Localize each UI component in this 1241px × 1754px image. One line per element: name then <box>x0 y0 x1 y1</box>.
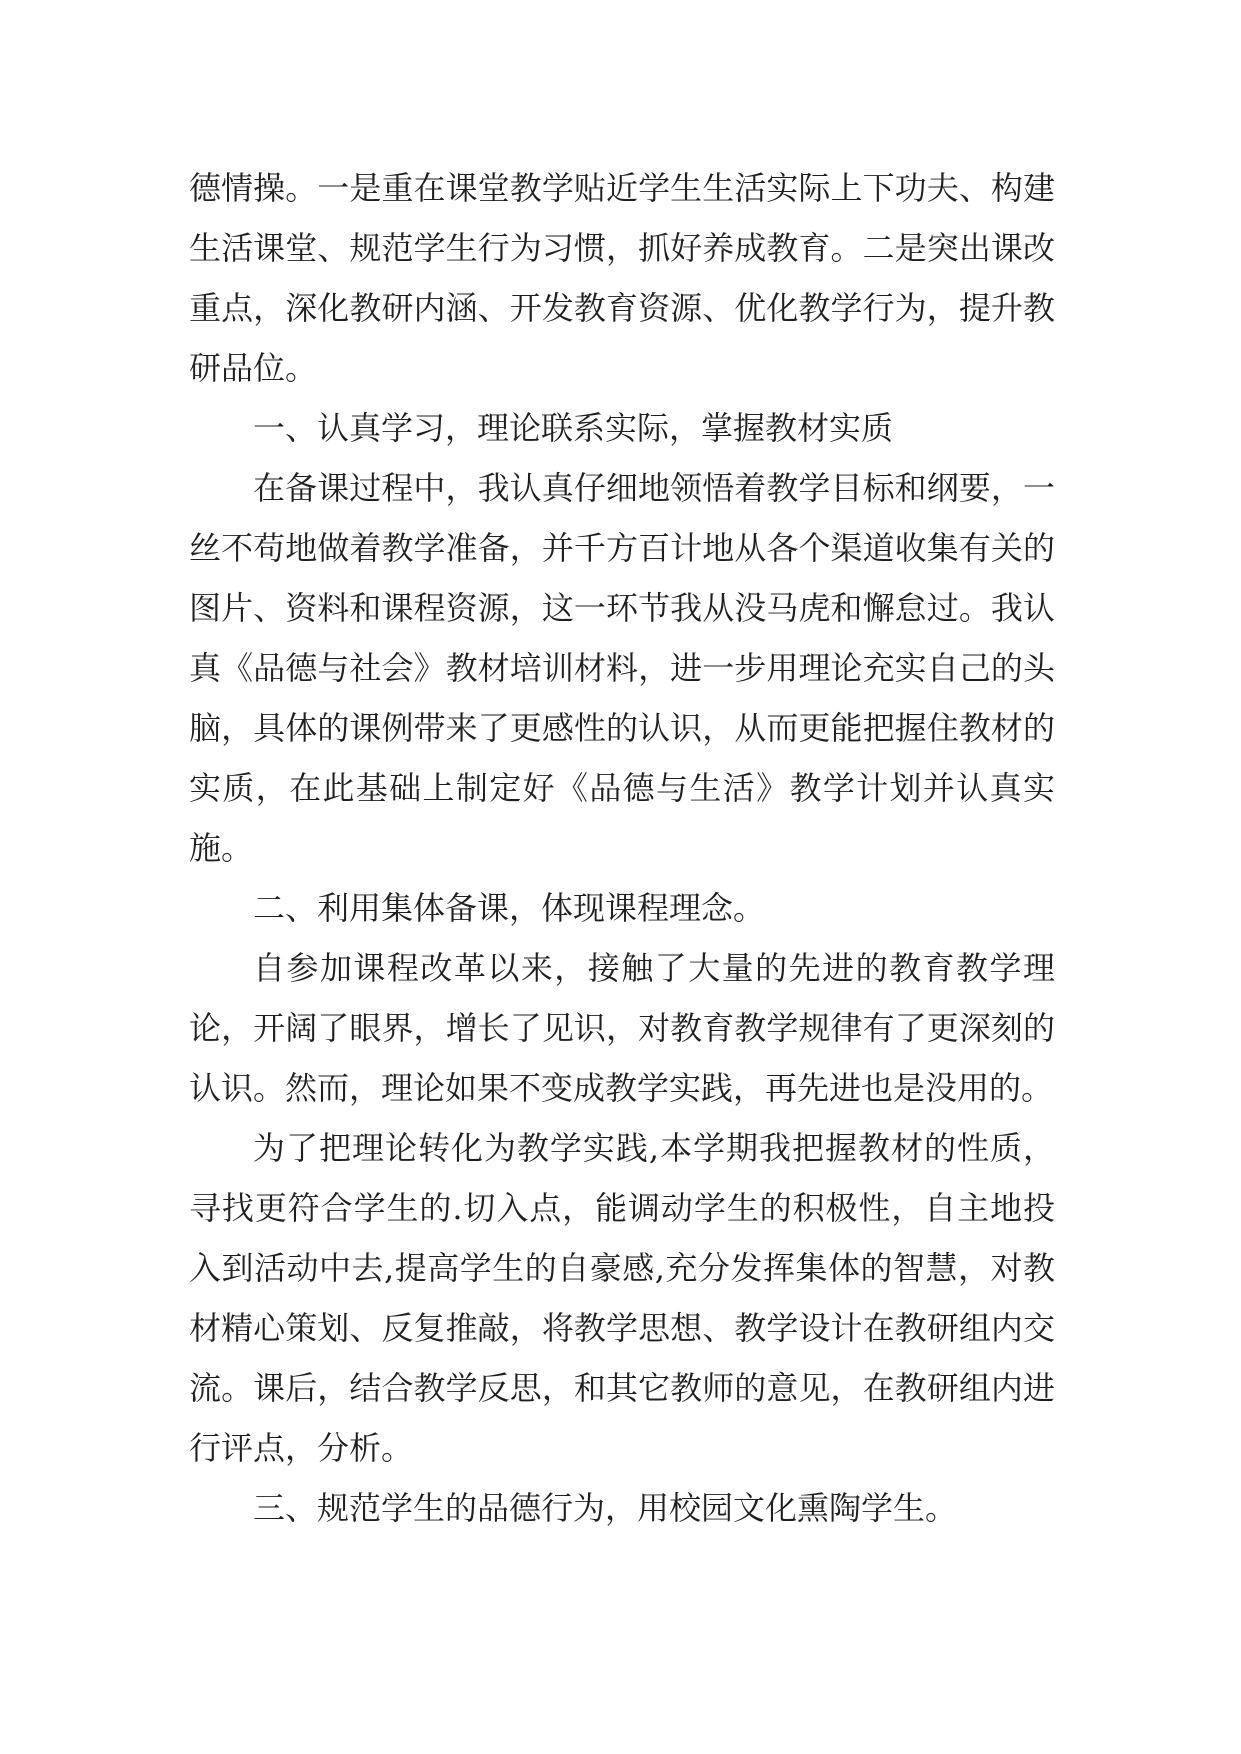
body-paragraph: 德情操。一是重在课堂教学贴近学生生活实际上下功夫、构建生活课堂、规范学生行为习惯，抓好养成教育。二是突出课改重点，深化教研内涵、开发教育资源、优化教学行为，提升教研品位。 <box>189 169 1055 387</box>
section-heading-1: 一、认真学习，理论联系实际，掌握教材实质 <box>253 409 894 447</box>
section-heading-2: 二、利用集体备课，体现课程理念。 <box>253 889 766 927</box>
document-body <box>189 158 1055 1538</box>
body-paragraph: 自参加课程改革以来，接触了大量的先进的教育教学理论，开阔了眼界，增长了见识，对教育教学规律有了更深刻的认识。然而，理论如果不变成教学实践，再先进也是没用的。 <box>189 949 1055 1107</box>
section-heading-3: 三、规范学生的品德行为，用校园文化熏陶学生。 <box>253 1489 958 1527</box>
body-paragraph: 在备课过程中，我认真仔细地领悟着教学目标和纲要，一丝不苟地做着教学准备，并千方百计地从各个渠道收集有关的图片、资料和课程资源，这一环节我从没马虎和懈怠过。我认真《品德与社会》教材培训材料，进一步用理论充实自己的头脑，具体的课例带来了更感性的认识，从而更能把握住教材的实质，在此基础上制定好《品德与生活》教学计划并认真实施。 <box>189 469 1055 867</box>
body-paragraph: 为了把理论转化为教学实践,本学期我把握教材的性质，寻找更符合学生的.切入点，能调动学生的积极性，自主地投入到活动中去,提高学生的自豪感,充分发挥集体的智慧，对教材精心策划、反复推敲，将教学思想、教学设计在教研组内交流。课后，结合教学反思，和其它教师的意见，在教研组内进行评点，分析。 <box>189 1129 1055 1467</box>
